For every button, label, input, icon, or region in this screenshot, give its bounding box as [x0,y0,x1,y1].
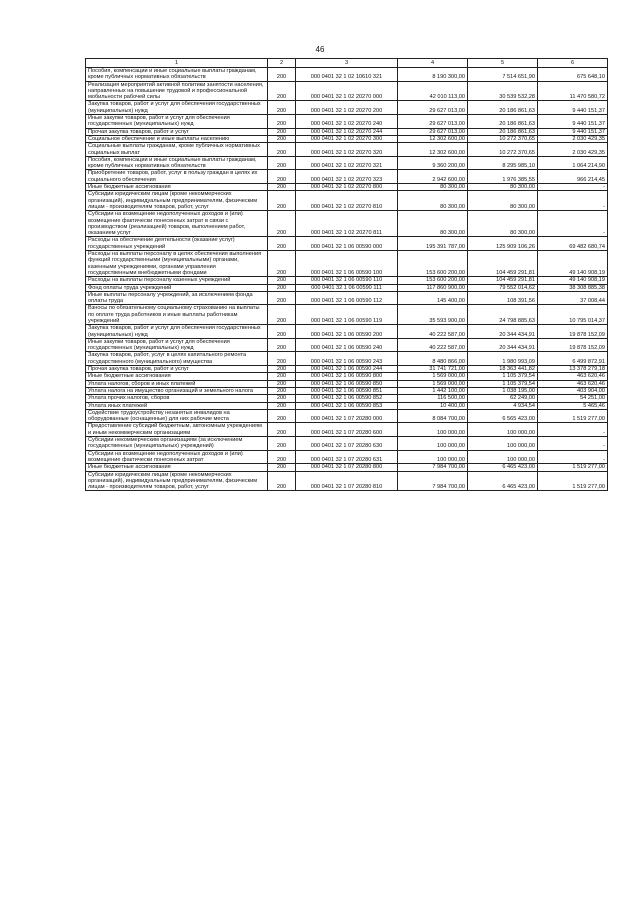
row-classification-code-cell: 000 0401 32 1 06 00590 243 [296,352,398,366]
row-col6-amount-cell: 49 140 908,19 [538,277,608,284]
row-code-200-cell: 200 [268,237,296,251]
row-classification-code-cell: 000 0401 32 1 02 20270 321 [296,156,398,170]
row-classification-code-cell: 000 0401 32 1 06 00590 850 [296,380,398,387]
row-classification-code-cell: 000 0401 32 1 06 00590 240 [296,338,398,352]
table-row [86,291,608,305]
row-col6-amount-cell: 54 251,00 [538,395,608,402]
table-row [86,325,608,339]
row-classification-code-cell: 000 0401 32 1 06 00590 111 [296,284,398,291]
table-row [86,464,608,471]
table-row [86,338,608,352]
row-col5-amount-cell: 24 798 885,63 [468,305,538,325]
row-code-200-cell: 200 [268,81,296,101]
row-col4-amount-cell: 7 984 700,00 [398,471,468,491]
row-col5-amount-cell: 80 300,00 [468,184,538,191]
row-code-200-cell: 200 [268,68,296,82]
row-name-cell: Иные бюджетные ассигнования [86,184,268,191]
row-col4-amount-cell: 12 302 600,00 [398,143,468,157]
row-col5-amount-cell: 1 038 195,00 [468,387,538,394]
row-col5-amount-cell: 30 539 532,28 [468,81,538,101]
table-row [86,366,608,373]
row-col4-amount-cell: 80 300,00 [398,211,468,237]
column-header: 2 [268,59,296,68]
row-name-cell: Социальное обеспечение и иные выплаты населению [86,135,268,142]
row-code-200-cell: 200 [268,184,296,191]
row-code-200-cell: 200 [268,352,296,366]
table-row [86,156,608,170]
row-classification-code-cell: 000 0401 32 1 07 20280 630 [296,437,398,451]
column-header: 6 [538,59,608,68]
row-code-200-cell: 200 [268,423,296,437]
column-header: 5 [468,59,538,68]
row-code-200-cell: 200 [268,402,296,409]
column-header: 3 [296,59,398,68]
row-classification-code-cell: 000 0401 32 1 06 00590 852 [296,395,398,402]
row-code-200-cell: 200 [268,284,296,291]
table-body [86,68,608,491]
row-col4-amount-cell: 1 569 000,00 [398,380,468,387]
row-name-cell: Приобретение товаров, работ, услуг в пользу граждан в целях их социального обеспечения [86,170,268,184]
row-name-cell: Уплата налога на имущество организаций и земельного налога [86,387,268,394]
row-code-200-cell: 200 [268,366,296,373]
row-col4-amount-cell: 35 593 900,00 [398,305,468,325]
row-col4-amount-cell: 116 500,00 [398,395,468,402]
row-classification-code-cell: 000 0401 32 1 02 20270 244 [296,128,398,135]
row-name-cell: Уплата прочих налогов, сборов [86,395,268,402]
row-col6-amount-cell: 19 878 152,09 [538,325,608,339]
row-code-200-cell: 200 [268,115,296,129]
row-classification-code-cell: 000 0401 32 1 06 00590 851 [296,387,398,394]
row-col6-amount-cell: 463 620,46 [538,373,608,380]
row-name-cell: Закупка товаров, работ, услуг в целях капитального ремонта государственного (муниципального) имущества [86,352,268,366]
table-row [86,471,608,491]
row-col5-amount-cell: 125 909 106,26 [468,237,538,251]
table-row [86,409,608,423]
row-col6-amount-cell: 38 308 885,38 [538,284,608,291]
row-col4-amount-cell: 29 627 013,00 [398,101,468,115]
table-row [86,423,608,437]
row-col6-amount-cell: 966 214,45 [538,170,608,184]
budget-execution-table [85,58,608,491]
row-col4-amount-cell: 42 010 113,00 [398,81,468,101]
table-row [86,277,608,284]
row-col6-amount-cell: 1 519 277,00 [538,464,608,471]
row-col4-amount-cell: 100 000,00 [398,423,468,437]
row-classification-code-cell: 000 0401 32 1 07 20280 000 [296,409,398,423]
row-code-200-cell: 200 [268,305,296,325]
row-col5-amount-cell: 6 465 423,00 [468,464,538,471]
row-classification-code-cell: 000 0401 32 1 02 20270 300 [296,135,398,142]
row-classification-code-cell: 000 0401 32 1 06 00590 112 [296,291,398,305]
row-code-200-cell: 200 [268,101,296,115]
row-col4-amount-cell: 145 400,00 [398,291,468,305]
row-code-200-cell: 200 [268,387,296,394]
row-name-cell: Субсидии на возмещение недополученных доходов и (или) возмещение фактически понесенных затрат [86,450,268,464]
row-col4-amount-cell: 195 391 787,00 [398,237,468,251]
row-classification-code-cell: 000 0401 32 1 02 20270 000 [296,81,398,101]
row-col6-amount-cell: - [538,423,608,437]
row-name-cell: Расходы на выплаты персоналу в целях обеспечения выполнения функций государственными (муниципальными) органами, казенными учреждениями, органами управления государственными внебюджетными фондами [86,251,268,277]
row-classification-code-cell: 000 0401 32 1 02 20270 240 [296,115,398,129]
row-code-200-cell: 200 [268,395,296,402]
row-code-200-cell: 200 [268,170,296,184]
row-code-200-cell: 200 [268,191,296,211]
row-col5-amount-cell: 100 000,00 [468,437,538,451]
row-col5-amount-cell: 100 000,00 [468,450,538,464]
row-classification-code-cell: 000 0401 32 1 02 20270 200 [296,101,398,115]
row-col6-amount-cell: 463 620,46 [538,380,608,387]
table-row [86,387,608,394]
table-row [86,68,608,82]
row-name-cell: Фонд оплаты труда учреждений [86,284,268,291]
row-col5-amount-cell: 1 105 379,54 [468,373,538,380]
table-row [86,284,608,291]
row-col6-amount-cell: 19 878 152,09 [538,338,608,352]
row-name-cell: Уплата иных платежей [86,402,268,409]
table-row [86,191,608,211]
table-row [86,450,608,464]
row-classification-code-cell: 000 0401 32 1 06 00590 000 [296,237,398,251]
row-classification-code-cell: 000 0401 32 1 02 10610 321 [296,68,398,82]
row-name-cell: Прочая закупка товаров, работ и услуг [86,366,268,373]
row-name-cell: Иные закупки товаров, работ и услуг для обеспечения государственных (муниципальных) нужд [86,115,268,129]
row-code-200-cell: 200 [268,325,296,339]
row-col4-amount-cell: 100 000,00 [398,450,468,464]
row-classification-code-cell: 000 0401 32 1 02 20270 810 [296,191,398,211]
row-col4-amount-cell: 2 942 600,00 [398,170,468,184]
row-col5-amount-cell: 79 552 014,62 [468,284,538,291]
row-name-cell: Предоставление субсидий бюджетным, автономным учреждениям и иным некоммерческим организациям [86,423,268,437]
table-row [86,211,608,237]
row-code-200-cell: 200 [268,409,296,423]
row-col4-amount-cell: 117 860 900,00 [398,284,468,291]
row-col5-amount-cell: 1 976 385,55 [468,170,538,184]
row-code-200-cell: 200 [268,373,296,380]
row-col6-amount-cell: 5 465,46 [538,402,608,409]
row-col6-amount-cell: - [538,184,608,191]
row-col5-amount-cell: 104 459 291,81 [468,251,538,277]
row-name-cell: Расходы на выплаты персоналу казенных учреждений [86,277,268,284]
column-header: 1 [86,59,268,68]
row-classification-code-cell: 000 0401 32 1 07 20280 631 [296,450,398,464]
row-col4-amount-cell: 8 084 700,00 [398,409,468,423]
header-row [86,59,608,68]
row-col5-amount-cell: 108 391,56 [468,291,538,305]
row-name-cell: Закупка товаров, работ и услуг для обеспечения государственных (муниципальных) нужд [86,325,268,339]
row-col6-amount-cell: - [538,191,608,211]
row-col5-amount-cell: 20 344 434,91 [468,325,538,339]
row-col5-amount-cell: 20 344 434,91 [468,338,538,352]
row-col6-amount-cell: 9 440 151,37 [538,115,608,129]
row-col6-amount-cell: - [538,437,608,451]
row-col6-amount-cell: 403 904,00 [538,387,608,394]
row-col6-amount-cell: 6 499 872,91 [538,352,608,366]
row-code-200-cell: 200 [268,211,296,237]
row-col6-amount-cell: - [538,211,608,237]
page-number: 46 [315,45,325,54]
row-code-200-cell: 200 [268,291,296,305]
row-name-cell: Социальные выплаты гражданам, кроме публичных нормативных социальных выплат [86,143,268,157]
row-col5-amount-cell: 20 186 861,63 [468,115,538,129]
row-code-200-cell: 200 [268,464,296,471]
row-col5-amount-cell: 80 300,00 [468,211,538,237]
row-col6-amount-cell: 49 140 908,19 [538,251,608,277]
row-col6-amount-cell: 37 008,44 [538,291,608,305]
row-col5-amount-cell: 10 272 370,65 [468,135,538,142]
row-col6-amount-cell: 675 648,10 [538,68,608,82]
row-col6-amount-cell: - [538,450,608,464]
row-col6-amount-cell: 2 030 429,35 [538,143,608,157]
row-col4-amount-cell: 153 600 200,00 [398,277,468,284]
row-classification-code-cell: 000 0401 32 1 06 00590 110 [296,277,398,284]
row-col6-amount-cell: 69 482 680,74 [538,237,608,251]
row-col4-amount-cell: 40 222 587,00 [398,325,468,339]
row-col5-amount-cell: 10 272 370,65 [468,143,538,157]
row-col5-amount-cell: 1 980 993,09 [468,352,538,366]
row-code-200-cell: 200 [268,450,296,464]
row-code-200-cell: 200 [268,277,296,284]
row-code-200-cell: 200 [268,143,296,157]
row-name-cell: Пособия, компенсации и иные социальные выплаты гражданам, кроме публичных нормативных обязательств [86,68,268,82]
row-code-200-cell: 200 [268,128,296,135]
row-col4-amount-cell: 8 190 300,00 [398,68,468,82]
row-col4-amount-cell: 31 741 721,00 [398,366,468,373]
row-code-200-cell: 200 [268,135,296,142]
row-code-200-cell: 200 [268,380,296,387]
row-col6-amount-cell: 9 440 151,37 [538,101,608,115]
table-row [86,373,608,380]
table-row [86,251,608,277]
row-name-cell: Реализация мероприятий активной политики занятости населения, направленных на повышение трудовой и профессиональной мобильности рабочей силы [86,81,268,101]
table-row [86,395,608,402]
table-row [86,135,608,142]
row-name-cell: Содействие трудоустройству незанятых инвалидов на оборудованные (оснащенные) для них рабочие места [86,409,268,423]
table-row [86,237,608,251]
row-col5-amount-cell: 6 465 423,00 [468,471,538,491]
row-col6-amount-cell: 9 440 151,37 [538,128,608,135]
row-col4-amount-cell: 9 360 200,00 [398,156,468,170]
row-col4-amount-cell: 100 000,00 [398,437,468,451]
row-col6-amount-cell: 2 030 429,35 [538,135,608,142]
row-name-cell: Субсидии некоммерческим организациям (за исключением государственных (муниципальных) учреждений) [86,437,268,451]
row-code-200-cell: 200 [268,156,296,170]
row-col4-amount-cell: 12 302 600,00 [398,135,468,142]
row-col6-amount-cell: 11 470 580,72 [538,81,608,101]
row-classification-code-cell: 000 0401 32 1 02 20270 320 [296,143,398,157]
row-name-cell: Иные бюджетные ассигнования [86,464,268,471]
row-classification-code-cell: 000 0401 32 1 06 00590 800 [296,373,398,380]
row-name-cell: Иные бюджетные ассигнования [86,373,268,380]
row-name-cell: Расходы на обеспечение деятельности (оказание услуг) государственных учреждений [86,237,268,251]
row-col5-amount-cell: 18 363 441,82 [468,366,538,373]
table-row [86,437,608,451]
table-row [86,101,608,115]
row-col5-amount-cell: 6 565 423,00 [468,409,538,423]
row-classification-code-cell: 000 0401 32 1 02 20270 323 [296,170,398,184]
row-col4-amount-cell: 10 400,00 [398,402,468,409]
row-name-cell: Пособия, компенсации и иные социальные выплаты гражданам, кроме публичных нормативных обязательств [86,156,268,170]
row-col5-amount-cell: 20 186 861,63 [468,128,538,135]
row-col6-amount-cell: 1 064 214,90 [538,156,608,170]
table-row [86,305,608,325]
row-classification-code-cell: 000 0401 32 1 07 20280 800 [296,464,398,471]
row-name-cell: Прочая закупка товаров, работ и услуг [86,128,268,135]
row-col5-amount-cell: 80 300,00 [468,191,538,211]
row-name-cell: Взносы по обязательному социальному страхованию на выплаты по оплате труда работников и иные выплаты работникам учреждений [86,305,268,325]
row-classification-code-cell: 000 0401 32 1 06 00590 100 [296,251,398,277]
row-col6-amount-cell: 10 795 014,37 [538,305,608,325]
table-row [86,81,608,101]
table-row [86,184,608,191]
row-name-cell: Иные закупки товаров, работ и услуг для обеспечения государственных (муниципальных) нужд [86,338,268,352]
row-col4-amount-cell: 1 569 000,00 [398,373,468,380]
row-code-200-cell: 200 [268,437,296,451]
row-col4-amount-cell: 40 222 587,00 [398,338,468,352]
row-name-cell: Закупка товаров, работ и услуг для обеспечения государственных (муниципальных) нужд [86,101,268,115]
row-col5-amount-cell: 100 000,00 [468,423,538,437]
row-col4-amount-cell: 29 627 013,00 [398,115,468,129]
row-classification-code-cell: 000 0401 32 1 02 20270 811 [296,211,398,237]
row-col5-amount-cell: 7 514 651,90 [468,68,538,82]
row-col4-amount-cell: 29 627 013,00 [398,128,468,135]
table-row [86,115,608,129]
table-row [86,170,608,184]
row-name-cell: Субсидии юридическим лицам (кроме некоммерческих организаций), индивидуальным предпринимателям, физическим лицам - производителям товаров, работ, услуг [86,191,268,211]
table-row [86,352,608,366]
row-col4-amount-cell: 153 600 200,00 [398,251,468,277]
row-code-200-cell: 200 [268,471,296,491]
row-col4-amount-cell: 80 300,00 [398,191,468,211]
row-classification-code-cell: 000 0401 32 1 06 00590 119 [296,305,398,325]
row-col6-amount-cell: 13 378 279,18 [538,366,608,373]
row-name-cell: Иные выплаты персоналу учреждений, за исключением фонда оплаты труда [86,291,268,305]
row-classification-code-cell: 000 0401 32 1 06 00590 244 [296,366,398,373]
row-code-200-cell: 200 [268,338,296,352]
row-classification-code-cell: 000 0401 32 1 06 00590 853 [296,402,398,409]
row-col5-amount-cell: 62 249,00 [468,395,538,402]
row-name-cell: Субсидии юридическим лицам (кроме некоммерческих организаций), индивидуальным предпринимателям, физическим лицам - производителям товаров, работ, услуг [86,471,268,491]
row-classification-code-cell: 000 0401 32 1 02 20270 800 [296,184,398,191]
table-row [86,143,608,157]
row-col4-amount-cell: 80 300,00 [398,184,468,191]
row-classification-code-cell: 000 0401 32 1 06 00590 200 [296,325,398,339]
table-row [86,402,608,409]
row-col4-amount-cell: 8 480 866,00 [398,352,468,366]
row-name-cell: Уплата налогов, сборов и иных платежей [86,380,268,387]
column-header: 4 [398,59,468,68]
row-col5-amount-cell: 1 105 379,54 [468,380,538,387]
row-col5-amount-cell: 104 459 291,81 [468,277,538,284]
row-col5-amount-cell: 20 186 861,63 [468,101,538,115]
row-col6-amount-cell: 1 519 277,00 [538,471,608,491]
row-classification-code-cell: 000 0401 32 1 07 20280 600 [296,423,398,437]
row-col4-amount-cell: 1 442 100,00 [398,387,468,394]
row-name-cell: Субсидии на возмещение недополученных доходов и (или) возмещение фактически понесенных затрат в связи с производством (реализацией) товаров, выполнением работ, оказанием услуг [86,211,268,237]
row-code-200-cell: 200 [268,251,296,277]
row-col5-amount-cell: 8 295 985,10 [468,156,538,170]
table-row [86,380,608,387]
row-classification-code-cell: 000 0401 32 1 07 20280 810 [296,471,398,491]
table-row [86,128,608,135]
row-col6-amount-cell: 1 519 277,00 [538,409,608,423]
row-col5-amount-cell: 4 934,54 [468,402,538,409]
row-col4-amount-cell: 7 984 700,00 [398,464,468,471]
